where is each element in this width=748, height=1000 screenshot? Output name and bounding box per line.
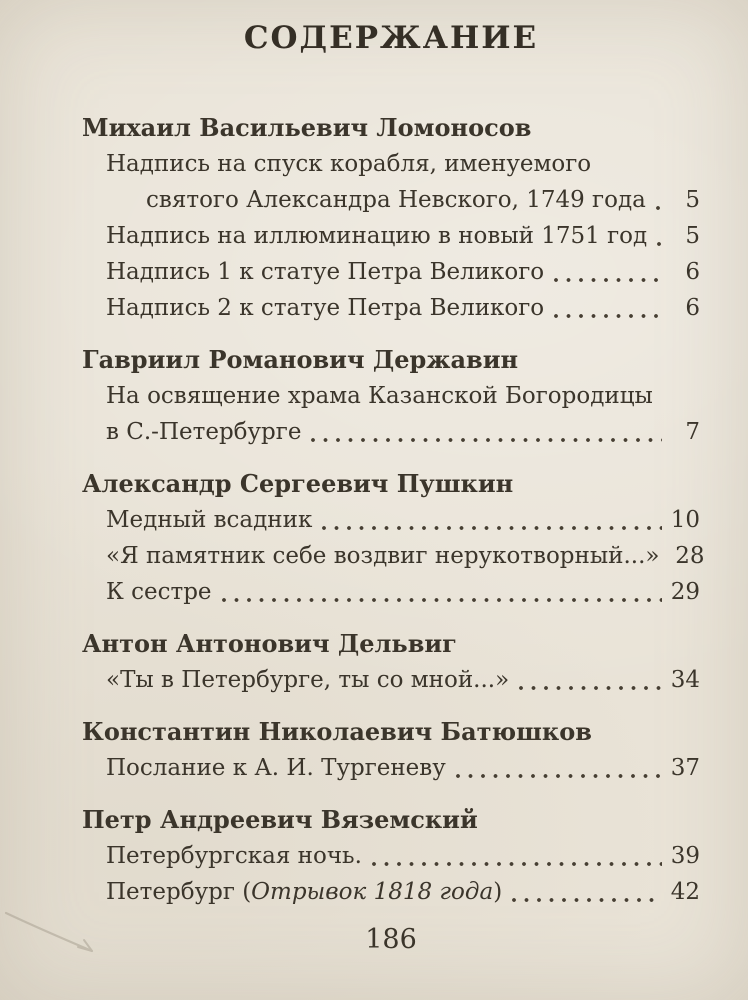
entry-page-number: 5 (685, 223, 700, 249)
page-title: СОДЕРЖАНИЕ (243, 20, 539, 56)
toc-section-pushkin (82, 466, 705, 610)
toc-entry (82, 502, 700, 538)
entry-title: Надпись 2 к статуе Петра Великого (106, 295, 545, 321)
toc-section-vyazemsky (82, 802, 700, 910)
dot-leader (551, 275, 662, 285)
author-heading: Константин Николаевич Батюшков (82, 717, 592, 746)
dot-leader (453, 771, 662, 781)
toc-entry (82, 254, 700, 290)
author-heading: Михаил Васильевич Ломоносов (82, 113, 532, 142)
entry-page-number: 42 (670, 879, 700, 905)
toc-entry (82, 662, 700, 698)
entry-page-number: 28 (675, 543, 705, 569)
entry-page-number: 37 (670, 755, 700, 781)
entry-title: «Я памятник себе воздвиг нерукотворный...» (106, 543, 660, 569)
entry-page-number: 29 (670, 579, 700, 605)
dot-leader (654, 239, 662, 249)
entry-title: Медный всадник (106, 507, 313, 533)
entry-title: На освящение храма Казанской Богородицы (106, 383, 653, 409)
entry-title: ) (493, 879, 503, 905)
entry-title: «Ты в Петербурге, ты со мной...» (106, 667, 510, 693)
toc-entry (82, 290, 700, 326)
dot-leader (308, 435, 662, 445)
entry-title: Петербург ( (106, 879, 252, 905)
entry-title-italic: Отрывок 1818 года (251, 879, 494, 905)
toc-entry (82, 874, 700, 910)
toc-section-delvig (82, 626, 700, 698)
author-heading: Гавриил Романович Державин (82, 345, 519, 374)
entry-page-number: 5 (685, 187, 700, 213)
author-heading: Александр Сергеевич Пушкин (82, 469, 514, 498)
dot-leader (516, 683, 662, 693)
entry-title: Послание к А. И. Тургеневу (106, 755, 446, 781)
entry-title: в С.-Петербурге (106, 419, 302, 445)
dot-leader (509, 895, 662, 905)
dot-leader (319, 523, 662, 533)
author-heading: Петр Андреевич Вяземский (82, 805, 478, 834)
toc-section-derzhavin (82, 342, 700, 450)
toc-entry (82, 838, 700, 874)
toc-entry (82, 146, 700, 182)
entry-title: Петербургская ночь. (106, 843, 362, 869)
dot-leader (551, 311, 662, 321)
entry-title: К сестре (106, 579, 212, 605)
entry-title: Надпись на иллюминацию в новый 1751 год (106, 223, 648, 249)
entry-title: святого Александра Невского, 1749 года (146, 187, 646, 213)
author-heading: Антон Антонович Дельвиг (82, 629, 457, 658)
entry-title: Надпись на спуск корабля, именуемого (106, 151, 592, 177)
dot-leader (369, 859, 662, 869)
dot-leader (219, 595, 662, 605)
toc-section-batyushkov (82, 714, 700, 786)
toc-entry (82, 218, 700, 254)
entry-page-number: 10 (670, 507, 700, 533)
toc-entry (82, 750, 700, 786)
entry-page-number: 39 (670, 843, 700, 869)
toc-entry (82, 538, 705, 574)
dot-leader (653, 203, 662, 213)
toc-entry (82, 378, 700, 414)
entry-title: Надпись 1 к статуе Петра Великого (106, 259, 545, 285)
toc-entry-continuation (82, 414, 700, 450)
entry-page-number: 34 (670, 667, 700, 693)
toc-entry-continuation (82, 182, 700, 218)
toc-section-lomonosov (82, 110, 700, 326)
entry-page-number: 6 (685, 295, 700, 321)
entry-page-number: 6 (685, 259, 700, 285)
entry-page-number: 7 (685, 419, 700, 445)
toc-entry (82, 574, 700, 610)
page-number: 186 (365, 924, 417, 955)
